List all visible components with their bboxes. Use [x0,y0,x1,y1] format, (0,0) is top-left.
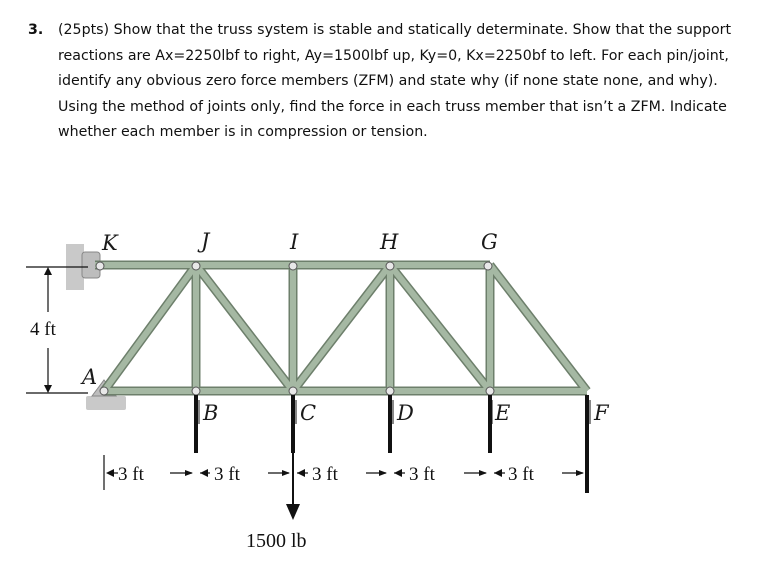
height-dimension-label: 4 ft [30,319,56,340]
pin-e [486,387,494,395]
joint-label-a: A [82,365,98,389]
joint-label-j: J [201,229,210,253]
joint-label-h: H [380,230,399,254]
joint-label-k: K [102,231,118,255]
pin-a [100,387,108,395]
pin-d [386,387,394,395]
load-arrow-head [286,504,300,520]
spacing-dimension-4: 3 ft [409,464,435,485]
pin-c [289,387,297,395]
joint-label-g: G [481,230,498,254]
joint-label-b: B [203,401,219,425]
joint-label-e: E [495,401,511,425]
pin-k [96,262,104,270]
joint-label-i: I [290,230,299,254]
problem-text: (25pts) Show that the truss system is stable and statically determinate. Show that the support reactions are Ax=2250lbf to right, Ay=1500lbf up, Ky=0, Kx=2250bf to left. For each pin/joint, identify any obvious zero force members (ZFM) and state why (if none state none, and why). Using the method of joints only, find the force in each truss member that isn’t a ZFM. Indicate whether each member is in compression or tension. [58,22,732,140]
pin-j [192,262,200,270]
spacing-dimension-2: 3 ft [214,464,240,485]
problem-number: 3. [28,22,44,38]
ground-support-a [86,396,126,410]
spacing-dimension-1: 3 ft [118,464,144,485]
joint-label-f: F [594,401,609,425]
pin-i [289,262,297,270]
joint-label-c: C [300,401,317,425]
pin-g [484,262,492,270]
joint-label-d: D [397,401,414,425]
spacing-dimension-3: 3 ft [312,464,338,485]
load-label: 1500 lb [246,530,307,552]
pin-b [192,387,200,395]
spacing-dimension-5: 3 ft [508,464,534,485]
pin-h [386,262,394,270]
